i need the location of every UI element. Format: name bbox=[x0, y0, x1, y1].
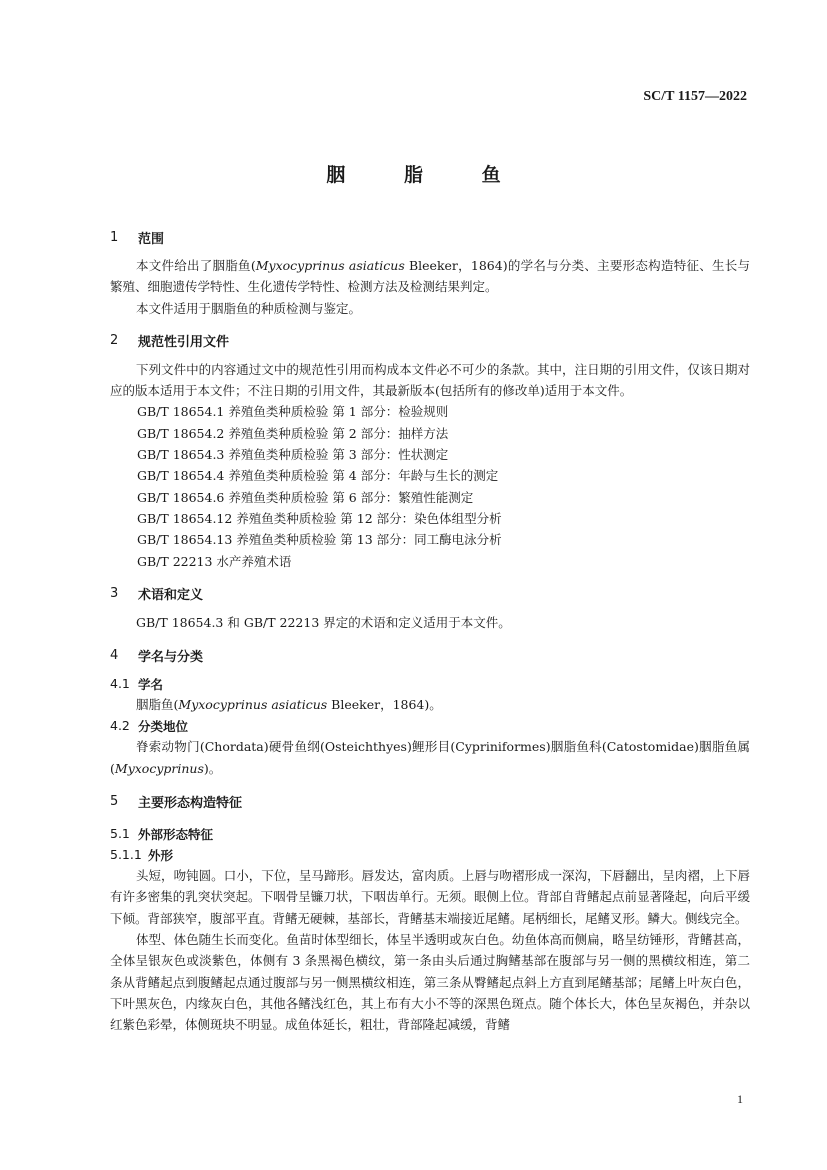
subsection-title: 学名 bbox=[138, 676, 164, 692]
section-4-heading bbox=[110, 644, 750, 666]
appearance-paragraph-1: 头短，吻钝圆。口小，下位，呈马蹄形。唇发达，富肉质。上唇与吻褶形成一深沟，下唇翻出，呈肉褶，上下唇有许多密集的乳突状突起。下咽骨呈镰刀状，下咽齿单行。无须。眼侧上位。背部自背鳍起点前显著隆起，向后平缓下倾。背部狭窄，腹部平直。背鳍无硬棘，基部长，背鳍基末端接近尾鳍。尾柄细长，尾鳍叉形。鳞大。侧线完全。 bbox=[110, 868, 750, 926]
section-1-heading bbox=[110, 226, 750, 248]
section-number: 5 bbox=[110, 793, 119, 809]
subsection-4-2-heading bbox=[110, 715, 750, 736]
section-number: 2 bbox=[110, 333, 119, 349]
subsection-title: 外形 bbox=[148, 847, 174, 863]
subsection-number: 5.1.1 bbox=[110, 847, 142, 863]
section-number: 4 bbox=[110, 647, 119, 663]
section-title: 学名与分类 bbox=[138, 649, 204, 665]
subsection-title: 分类地位 bbox=[138, 718, 189, 734]
appearance-paragraph-2: 体型、体色随生长而变化。鱼苗时体型细长，体呈半透明或灰白色。幼鱼体高而侧扁，略呈纺锤形，背鳍甚高，全体呈银灰色或淡紫色，体侧有 3 条黑褐色横纹，第一条由头后通过胸鳍基部在腹部与另一侧的黑横纹相连，第二条从背鳍起点到腹鳍起点通过腹部与另一侧黑横纹相连，第三条从臀鳍起点斜上方直到尾鳍基部；尾鳍上叶灰白色，下叶黑灰色，内缘灰白色，其他各鳍浅红色，其上布有大小不等的深黑色斑点。随个体长大，体色呈灰褐色，并杂以红紫色彩晕，体侧斑块不明显。成鱼体延长，粗壮，背部隆起减缓，背鳍 bbox=[110, 931, 750, 1033]
terms-paragraph: GB/T 18654.3 和 GB/T 22213 界定的术语和定义适用于本文件。 bbox=[136, 614, 511, 630]
section-title: 主要形态构造特征 bbox=[138, 795, 243, 811]
subsection-title: 外部形态特征 bbox=[138, 826, 214, 842]
reference-item: GB/T 18654.13 养殖鱼类种质检验 第 13 部分：同工酶电泳分析 bbox=[137, 532, 502, 548]
reference-item: GB/T 18654.12 养殖鱼类种质检验 第 12 部分：染色体组型分析 bbox=[137, 510, 502, 526]
section-number: 1 bbox=[110, 229, 119, 245]
section-5-heading bbox=[110, 790, 750, 812]
scope-paragraph: 本文件给出了胭脂鱼(Myxocyprinus asiaticus Bleeker，1864)的学名与分类、主要形态构造特征、生长与繁殖、细胞遗传学特性、生化遗传学特性、检测方法及检测结果判定。 bbox=[110, 258, 750, 295]
document-title: 胭 脂 鱼 bbox=[326, 164, 527, 186]
reference-item: GB/T 18654.2 养殖鱼类种质检验 第 2 部分：抽样方法 bbox=[137, 425, 449, 441]
subsection-number: 5.1 bbox=[110, 826, 130, 842]
section-3-heading bbox=[110, 583, 750, 605]
section-title: 规范性引用文件 bbox=[138, 335, 230, 351]
document-body bbox=[110, 226, 750, 1035]
reference-item: GB/T 18654.4 养殖鱼类种质检验 第 4 部分：年龄与生长的测定 bbox=[137, 468, 499, 484]
reference-item: GB/T 22213 水产养殖术语 bbox=[137, 553, 292, 569]
section-number: 3 bbox=[110, 586, 119, 602]
taxonomy-paragraph: 脊索动物门(Chordata)硬骨鱼纲(Osteichthyes)鲤形目(Cypriniformes)胭脂鱼科(Catostomidae)胭脂鱼属(Myxocyprinus)。 bbox=[110, 739, 750, 776]
scope-paragraph-2: 本文件适用于胭脂鱼的种质检测与鉴定。 bbox=[136, 300, 362, 316]
subsection-5-1-1-heading bbox=[110, 844, 750, 865]
reference-item: GB/T 18654.6 养殖鱼类种质检验 第 6 部分：繁殖性能测定 bbox=[137, 489, 474, 505]
subsection-number: 4.1 bbox=[110, 676, 130, 692]
references-intro: 下列文件中的内容通过文中的规范性引用而构成本文件必不可少的条款。其中，注日期的引用文件，仅该日期对应的版本适用于本文件；不注日期的引用文件，其最新版本(包括所有的修改单)适用于本文件。 bbox=[110, 361, 750, 399]
section-2-heading bbox=[110, 330, 750, 352]
subsection-number: 4.2 bbox=[110, 718, 130, 734]
subsection-4-1-heading bbox=[110, 673, 750, 694]
subsection-5-1-heading bbox=[110, 823, 750, 844]
standard-code: SC/T 1157—2022 bbox=[643, 89, 747, 104]
section-title: 范围 bbox=[138, 231, 165, 247]
reference-item: GB/T 18654.3 养殖鱼类种质检验 第 3 部分：性状测定 bbox=[137, 447, 449, 463]
page-number: 1 bbox=[737, 1092, 743, 1106]
scientific-name-paragraph: 胭脂鱼(Myxocyprinus asiaticus Bleeker，1864)。 bbox=[136, 697, 442, 713]
reference-item: GB/T 18654.1 养殖鱼类种质检验 第 1 部分：检验规则 bbox=[137, 404, 449, 420]
section-title: 术语和定义 bbox=[138, 588, 204, 604]
